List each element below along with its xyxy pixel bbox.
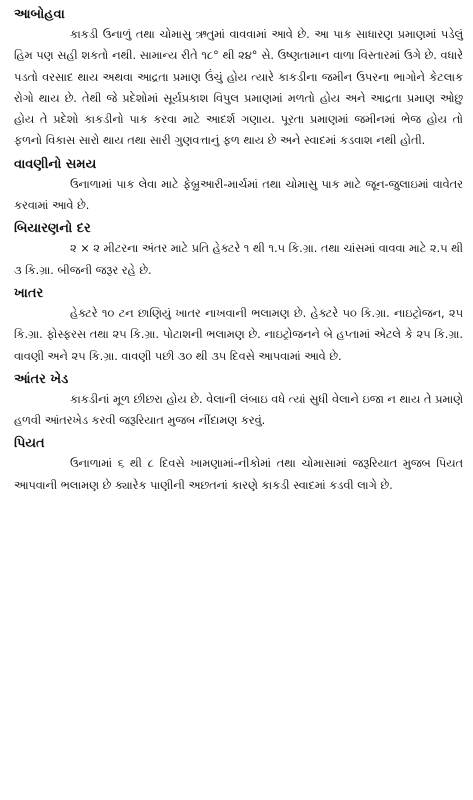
section-heading-irrigation: પિયત bbox=[14, 436, 45, 452]
section-text-climate: કાકડી ઉનાળું તથા ચોમાસુ ઋતુમાં વાવવામાં આવે છે. આ પાક સાધારણ પ્રમાણમાં પડેલું હિમ પણ સહી શકતો નથી. સામાન્ય રીતે ૧૮° થી ૨૪° સે. ઉષ્ણતામાન વાળા વિસ્તારમાં ઉગે છે. વધારે પડતો વરસાદ થાય અથવા આદ્રતા પ્રમાણ ઉંચું હોય ત્યારે કાકડીના જમીન ઉપરના ભાગોને કેટલાક રોગો થાય છે. તેથી જે પ્રદેશોમાં સૂર્યપ્રકાશ વિપુલ પ્રમાણમાં મળતો હોય અને આદ્રતા પ્રમાણ ઓછુ હોય તે પ્રદેશો કાકડીનો પાક કરવા માટે આદર્શ ગણાય. પૂરતા પ્રમાણમાં જમીનમાં ભેજ હોય તો ફળનો વિકાસ સારો થાય તથા સારી ગુણવત્તાનું ફળ થાય છે અને સ્વાદમાં કડવાશ નથી હોતી. bbox=[14, 28, 463, 148]
section-text-sowing-time: ઉનાળામાં પાક લેવા માટે ફેબ્રુઆરી-માર્ચમાં તથા ચોમાસુ પાક માટે જૂન-જુલાઇમાં વાવેતર કરવામાં આવે છે. bbox=[14, 177, 463, 213]
section-text-seed-rate: ૨ × ૨ મીટરના અંતર માટે પ્રતિ હેક્ટરે ૧ થી ૧.૫ કિ.ગ્રા. તથા ચાંસમાં વાવવા માટે ૨.૫ થી ૩ કિ.ગ્રા. બીજની જરૂર રહે છે. bbox=[14, 242, 464, 277]
section-fertilizer bbox=[14, 285, 463, 367]
section-heading-climate: આબોહવા bbox=[14, 7, 65, 22]
section-interculture bbox=[14, 371, 463, 432]
section-heading-seed-rate: બિયારણનો દર bbox=[14, 221, 91, 237]
section-text-irrigation: ઉનાળામાં ૬ થી ૮ દિવસે ખામણામાં-નીકોમાં તથા ચોમાસામાં જરૂરિયાત મુજબ પિયત આપવાની ભલામણ છે ક્યારેક પાણીની અછતનાં કારણે કાકડી સ્વાદમાં કડવી લાગે છે. bbox=[14, 457, 463, 492]
section-body-climate bbox=[14, 24, 463, 152]
section-body-irrigation bbox=[14, 453, 463, 496]
section-climate bbox=[14, 6, 463, 152]
section-seed-rate bbox=[14, 220, 463, 281]
section-irrigation bbox=[14, 435, 463, 496]
section-body-sowing-time bbox=[14, 174, 463, 217]
section-sowing-time bbox=[14, 156, 463, 217]
section-body-fertilizer bbox=[14, 303, 463, 367]
section-text-interculture: કાકડીનાં મૂળ છીછરા હોય છે. વેલાની લંબાઇ વધે ત્યાં સુધી વેલાને ઇજા ન થાય તે પ્રમાણે હળવી આંતરખેડ કરવી જરૂરિયાત મુજબ નીંદામણ કરવું. bbox=[14, 392, 463, 428]
section-body-seed-rate bbox=[14, 238, 463, 281]
section-heading-fertilizer: ખાતર bbox=[14, 285, 44, 301]
section-heading-sowing-time: વાવણીનો સમય bbox=[14, 156, 97, 172]
section-heading-interculture: આંતર ખેડ bbox=[14, 371, 69, 387]
section-body-interculture bbox=[14, 389, 463, 432]
section-text-fertilizer: હેક્ટરે ૧૦ ટન છાણિયું ખાતર નાખવાની ભલામણ છે. હેક્ટરે ૫૦ કિ.ગ્રા. નાઇટ્રોજન, ૨૫ કિ.ગ્રા. ફોસ્ફરસ તથા ૨૫ કિ.ગ્રા. પોટાશની ભલામણ છે. નાઇટ્રોજનને બે હપ્તામાં એટલે કે ૨૫ કિ.ગ્રા. વાવણી અને ૨૫ કિ.ગ્રા. વાવણી પછી ૩૦ થી ૩૫ દિવસે આપવામાં આવે છે. bbox=[14, 306, 463, 363]
